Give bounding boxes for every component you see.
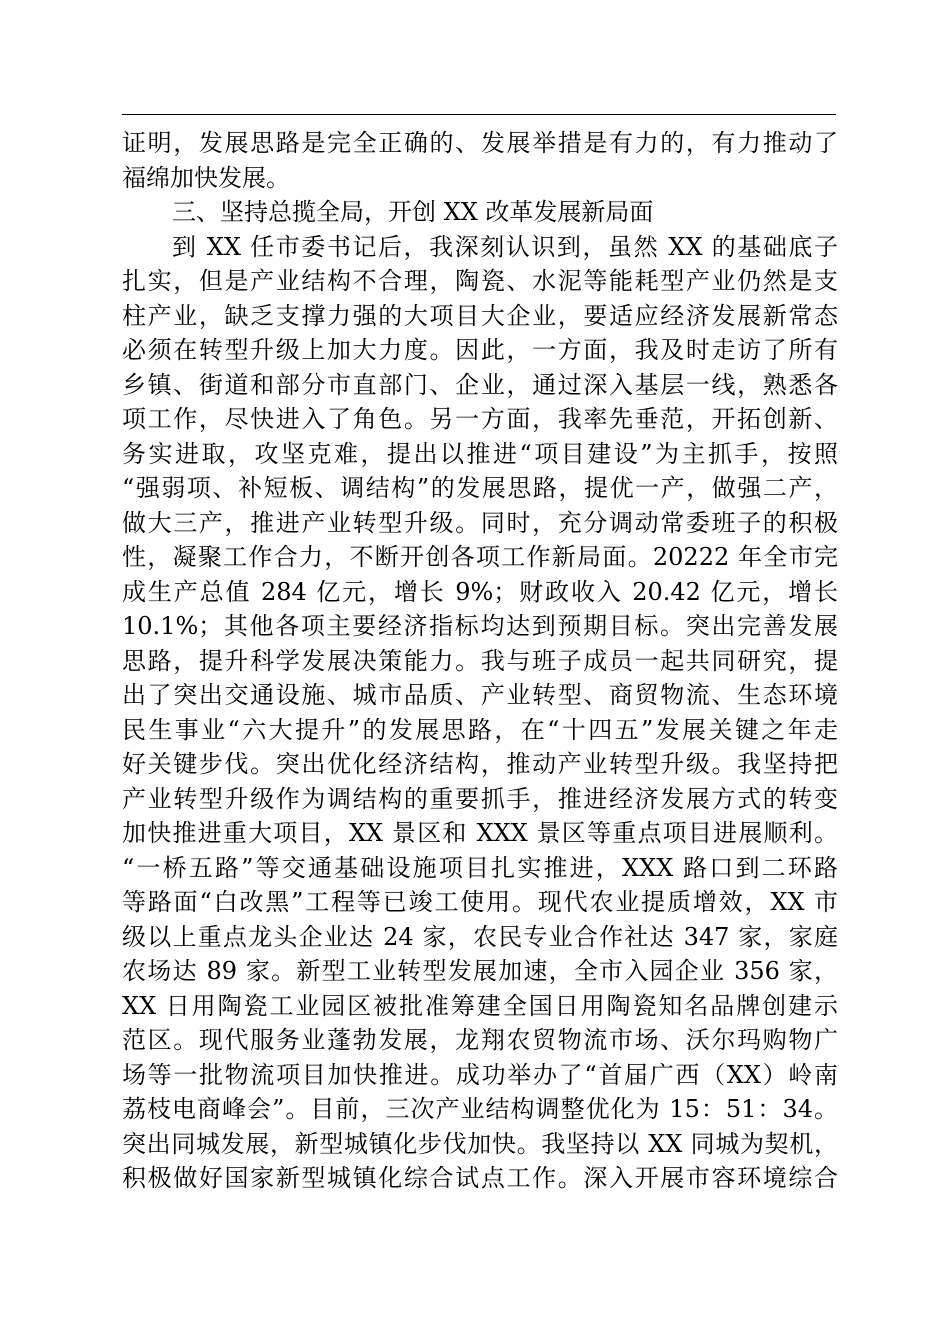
text-line: 思路，提升科学发展决策能力。我与班子成员一起共同研究，提 xyxy=(122,646,838,675)
text-line: 证明，发展思路是完全正确的、发展举措是有力的，有力推动了 xyxy=(122,129,838,157)
text-line: 福绵加快发展。 xyxy=(122,163,290,192)
text-line: 做大三产，推进产业转型升级。同时，充分调动常委班子的积极 xyxy=(122,508,838,537)
text-line: 民生事业“六大提升”的发展思路，在“十四五”发展关键之年走 xyxy=(122,715,838,744)
text-line: “一桥五路”等交通基础设施项目扎实推进，XXX 路口到二环路 xyxy=(122,853,838,882)
text-line: 项工作，尽快进入了角色。另一方面，我率先垂范，开拓创新、 xyxy=(122,405,838,433)
text-line: 级以上重点龙头企业达 24 家，农民专业合作社达 347 家，家庭 xyxy=(122,922,838,951)
text-line: 柱产业，缺乏支撑力强的大项目大企业，要适应经济发展新常态 xyxy=(122,301,838,330)
body-text xyxy=(122,126,838,1196)
text-line: 等路面“白改黑”工程等已竣工使用。现代农业提质增效，XX 市 xyxy=(122,888,838,916)
text-line: 乡镇、街道和部分市直部门、企业，通过深入基层一线，熟悉各 xyxy=(122,370,838,399)
text-line: 成生产总值 284 亿元，增长 9%；财政收入 20.42 亿元，增长 xyxy=(122,577,838,606)
text-line: “强弱项、补短板、调结构”的发展思路，提优一产，做强二产， xyxy=(122,474,838,502)
text-line: 出了突出交通设施、城市品质、产业转型、商贸物流、生态环境 xyxy=(122,681,838,709)
text-line: 好关键步伐。突出优化经济结构，推动产业转型升级。我坚持把 xyxy=(122,750,838,778)
text-line: 突出同城发展，新型城镇化步伐加快。我坚持以 XX 同城为契机， xyxy=(122,1129,838,1158)
section-heading: 三、坚持总揽全局，开创 XX 改革发展新局面 xyxy=(172,198,654,226)
header-rule xyxy=(122,114,836,115)
paragraph-first-line: 到 XX 任市委书记后，我深刻认识到，虽然 XX 的基础底子 xyxy=(172,232,838,261)
text-line: 产业转型升级作为调结构的重要抓手，推进经济发展方式的转变 xyxy=(122,784,838,813)
text-line: 必须在转型升级上加大力度。因此，一方面，我及时走访了所有 xyxy=(122,336,838,364)
text-line: 农场达 89 家。新型工业转型发展加速，全市入园企业 356 家， xyxy=(122,957,838,985)
text-line: 荔枝电商峰会”。目前，三次产业结构调整优化为 15：51：34。 xyxy=(122,1095,838,1123)
text-line: 场等一批物流项目加快推进。成功举办了“首届广西（XX）岭南 xyxy=(122,1060,838,1089)
text-line: 加快推进重大项目，XX 景区和 XXX 景区等重点项目进展顺利。 xyxy=(122,819,838,847)
text-line: 扎实，但是产业结构不合理，陶瓷、水泥等能耗型产业仍然是支 xyxy=(122,267,838,295)
text-line: XX 日用陶瓷工业园区被批准筹建全国日用陶瓷知名品牌创建示 xyxy=(122,991,838,1020)
text-line: 性，凝聚工作合力，不断开创各项工作新局面。20222 年全市完 xyxy=(122,543,838,571)
text-line: 10.1%；其他各项主要经济指标均达到预期目标。突出完善发展 xyxy=(122,612,838,640)
text-line: 积极做好国家新型城镇化综合试点工作。深入开展市容环境综合 xyxy=(122,1164,838,1192)
text-line: 务实进取，攻坚克难，提出以推进“项目建设”为主抓手，按照 xyxy=(122,439,838,468)
text-line: 范区。现代服务业蓬勃发展，龙翔农贸物流市场、沃尔玛购物广 xyxy=(122,1026,838,1054)
